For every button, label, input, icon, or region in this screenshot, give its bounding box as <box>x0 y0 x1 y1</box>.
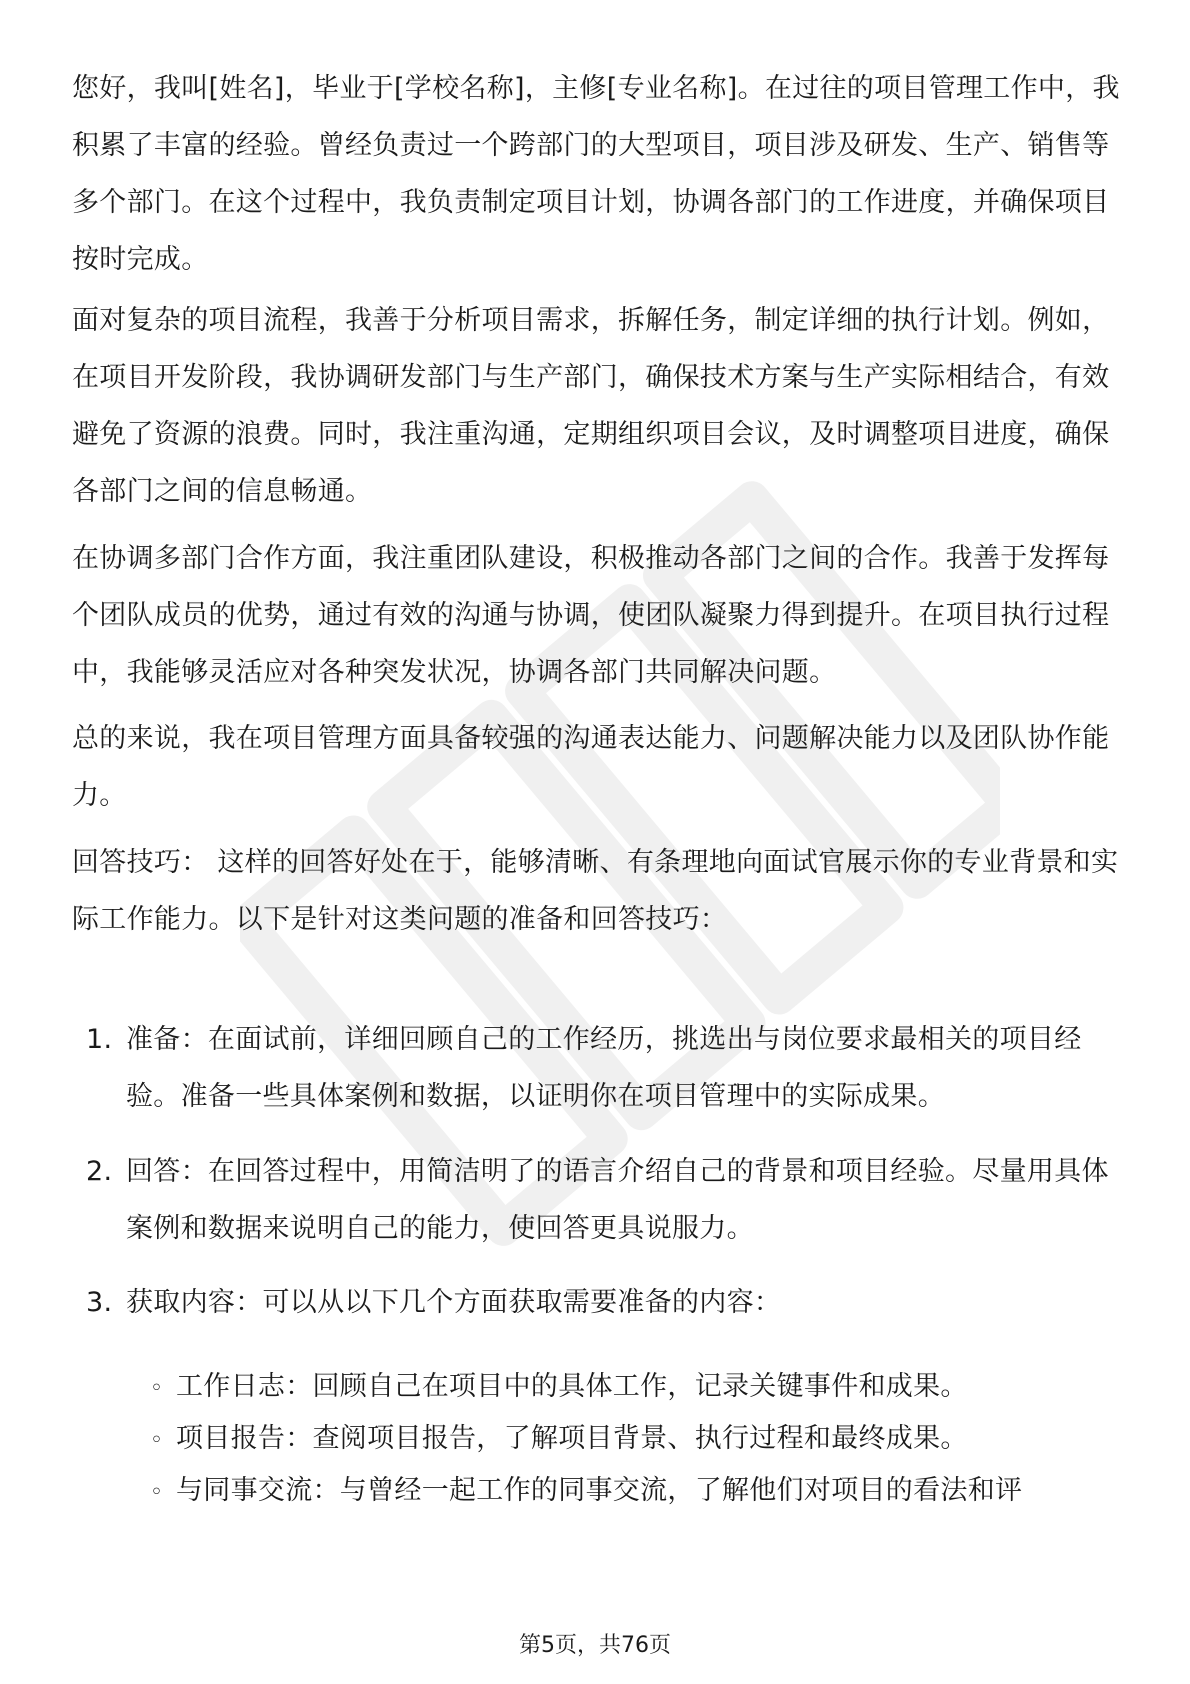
list-number: 3. <box>86 1287 113 1318</box>
paragraph-intro: 您好，我叫[姓名]，毕业于[学校名称]，主修[专业名称]。在过往的项目管理工作中，我积累了丰富的经验。曾经负责过一个跨部门的大型项目，项目涉及研发、生产、销售等多个部门。在这个过程中，我负责制定项目计划，协调各部门的工作进度，并确保项目按时完成。 <box>72 73 1120 275</box>
sub-list-item-worklog <box>150 1358 1130 1417</box>
sub-list-item-text: 工作日志：回顾自己在项目中的具体工作，记录关键事件和成果。 <box>176 1371 968 1402</box>
paragraph-tips: 回答技巧： 这样的回答好处在于，能够清晰、有条理地向面试官展示你的专业背景和实际工作能力。以下是针对这类问题的准备和回答技巧： <box>72 847 1119 935</box>
list-item-content <box>72 1274 1124 1331</box>
sub-list-item-colleagues <box>150 1462 1130 1521</box>
sub-list-item-report <box>150 1410 1130 1469</box>
list-item-text: 获取内容：可以从以下几个方面获取需要准备的内容： <box>126 1287 782 1318</box>
list-item-text: 准备：在面试前，详细回顾自己的工作经历，挑选出与岗位要求最相关的项目经验。准备一些具体案例和数据，以证明你在项目管理中的实际成果。 <box>126 1024 1082 1112</box>
bullet-icon: ◦ <box>150 1480 164 1505</box>
bullet-icon: ◦ <box>150 1376 164 1401</box>
sub-list-item-text: 项目报告：查阅项目报告，了解项目背景、执行过程和最终成果。 <box>176 1423 968 1454</box>
page-footer: 第5页，共76页 <box>519 1633 671 1658</box>
bullet-icon: ◦ <box>150 1428 164 1453</box>
list-item-prepare <box>72 1011 1124 1125</box>
list-number: 2. <box>86 1156 113 1187</box>
sub-list-item-text: 与同事交流：与曾经一起工作的同事交流，了解他们对项目的看法和评 <box>176 1475 1023 1506</box>
paragraph-coordination: 在协调多部门合作方面，我注重团队建设，积极推动各部门之间的合作。我善于发挥每个团队成员的优势，通过有效的沟通与协调，使团队凝聚力得到提升。在项目执行过程中，我能够灵活应对各种突发状况，协调各部门共同解决问题。 <box>72 543 1110 688</box>
list-number: 1. <box>86 1024 113 1055</box>
paragraph-process: 面对复杂的项目流程，我善于分析项目需求，拆解任务，制定详细的执行计划。例如，在项目开发阶段，我协调研发部门与生产部门，确保技术方案与生产实际相结合，有效避免了资源的浪费。同时，我注重沟通，定期组织项目会议，及时调整项目进度，确保各部门之间的信息畅通。 <box>72 305 1110 507</box>
list-item-text: 回答：在回答过程中，用简洁明了的语言介绍自己的背景和项目经验。尽量用具体案例和数据来说明自己的能力，使回答更具说服力。 <box>126 1156 1109 1244</box>
list-item-answer <box>72 1143 1124 1257</box>
paragraph-summary: 总的来说，我在项目管理方面具备较强的沟通表达能力、问题解决能力以及团队协作能力。 <box>72 723 1110 811</box>
